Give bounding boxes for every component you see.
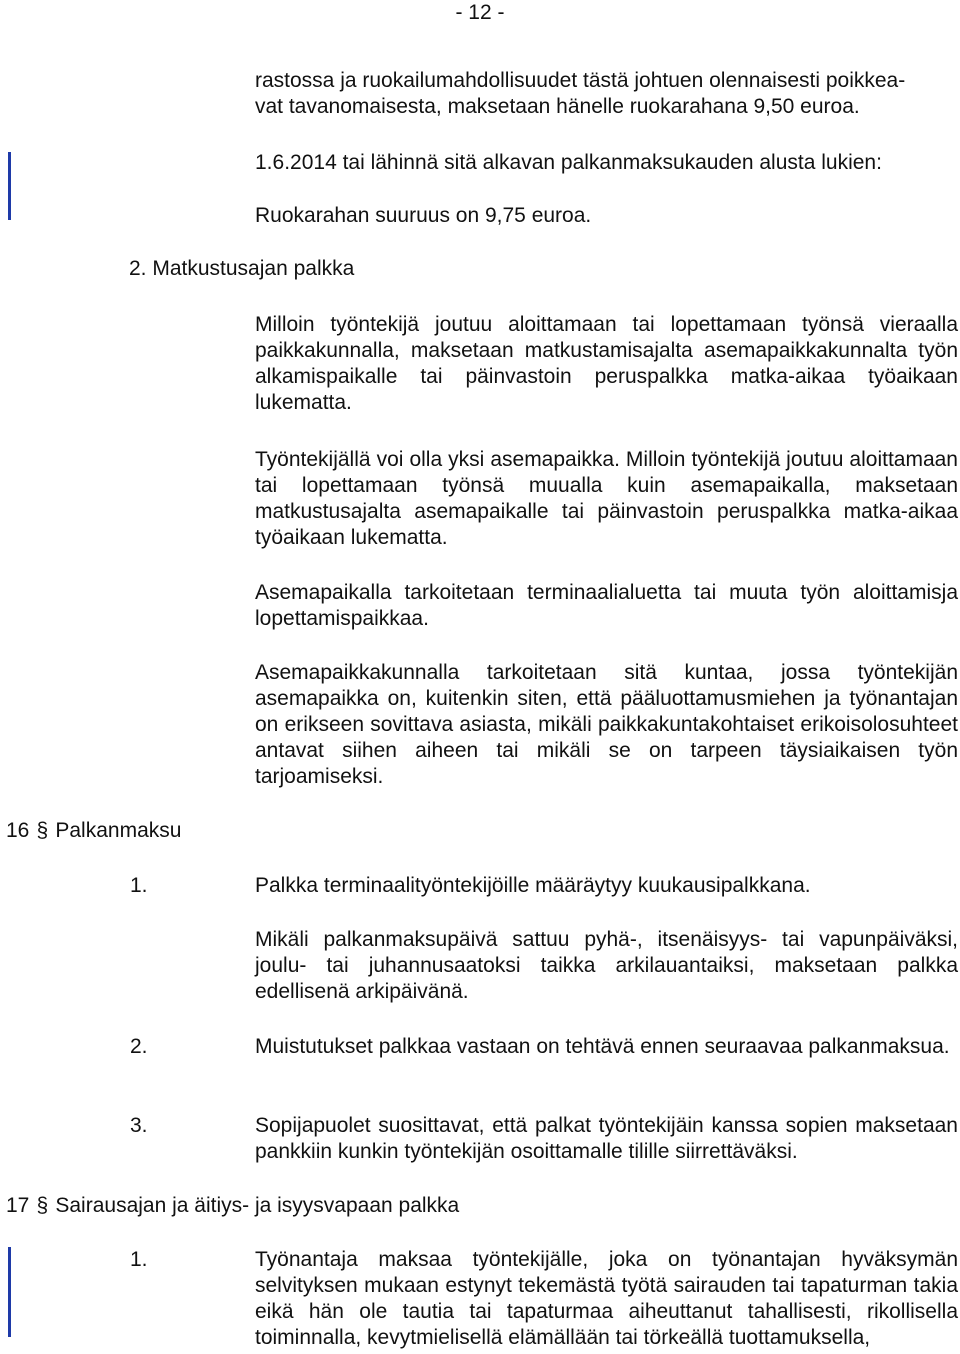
section-17-title: Sairausajan ja äitiys- ja isyysvapaan palkka xyxy=(55,1194,460,1217)
travel-paragraph-1: Milloin työntekijä joutuu aloittamaan tai lopettamaan työnsä vieraalla paikkakunnalla, maksetaan matkustamisajalta asemapaikkakunnalta työn alkamispaikalle tai päinvastoin peruspalkka matka-aikaa työaikaan lukematta. xyxy=(255,313,958,414)
travel-paragraph-2: Työntekijällä voi olla yksi asemapaikka. Milloin työntekijä joutuu aloittamaan tai lopettamaan työnsä muualla kuin asemapaikalla, maksetaan matkustusajalta asemapaikalle tai päinvastoin peruspalkka matka-aikaa työaikaan lukematta. xyxy=(255,448,958,549)
intro-paragraph xyxy=(255,68,958,120)
section-16-title: Palkanmaksu xyxy=(55,819,182,842)
s16-item-3-number: 3. xyxy=(130,1114,148,1137)
change-bar-2014 xyxy=(8,152,11,220)
travel-paragraph-3: Asemapaikalla tarkoitetaan terminaalialuetta tai muuta työn aloittamisja lopettamispaikkaa. xyxy=(255,581,958,630)
travel-paragraph-4: Asemapaikkakunnalla tarkoitetaan sitä kuntaa, jossa työntekijän asemapaikka on, kuitenkin siten, että pääluottamusmiehen ja työnantajan on erikseen sovittava asiasta, mikäli paikkakuntakohtaiset erikoisolosuhteet antavat siihen aiheen tai mikäli se on tarpeen täysiaikaisen työn tarjoamiseksi. xyxy=(255,661,958,788)
section-16-number: 16 xyxy=(6,819,30,842)
section-16-heading xyxy=(6,818,181,844)
s17-item-1-text: Työnantaja maksaa työntekijälle, joka on työnantajan hyväksymän selvityksen mukaan estynyt tekemästä työtä sairauden tai tapaturman takia eikä hän ole tautia tai tapaturmaa aiheuttanut tahallisesti, rikollisella toiminnalla, kevytmielisellä elämällään tai törkeällä tuottamuksella, xyxy=(255,1248,958,1349)
s16-item-2-number: 2. xyxy=(130,1035,148,1058)
intro-line-2: vat tavanomaisesta, maksetaan hänelle ruokarahana 9,50 euroa. xyxy=(255,95,860,118)
s16-item-3-text: Sopijapuolet suosittavat, että palkat työntekijäin kanssa sopien maksetaan pankkiin kunkin työntekijän osoittamalle tilille siirrettäväksi. xyxy=(255,1114,958,1163)
s17-item-1-number: 1. xyxy=(130,1248,148,1271)
page-number: - 12 - xyxy=(455,1,505,24)
s16-item-2-text: Muistutukset palkkaa vastaan on tehtävä ennen seuraavaa palkanmaksua. xyxy=(255,1035,950,1058)
section-sign-icon: § xyxy=(36,1194,49,1217)
change-bar-section-17 xyxy=(8,1247,11,1337)
section-17-heading xyxy=(6,1193,459,1219)
section-sign-icon: § xyxy=(36,819,49,842)
s16-item-1-paragraph: Mikäli palkanmaksupäivä sattuu pyhä-, itsenäisyys- tai vapunpäiväksi, joulu- tai juhannusaatoksi taikka arkilauantaiksi, maksetaan palkka edellisenä arkipäivänä. xyxy=(255,928,958,1003)
travel-time-heading: 2. Matkustusajan palkka xyxy=(129,257,355,280)
s16-item-1-number: 1. xyxy=(130,874,148,897)
s16-item-1-text: Palkka terminaalityöntekijöille määräytyy kuukausipalkkana. xyxy=(255,874,811,897)
change-2014-date-line: 1.6.2014 tai lähinnä sitä alkavan palkanmaksukauden alusta lukien: xyxy=(255,151,882,174)
section-17-number: 17 xyxy=(6,1194,30,1217)
intro-line-1: rastossa ja ruokailumahdollisuudet tästä johtuen olennaisesti poikkea- xyxy=(255,69,906,92)
change-2014-amount-line: Ruokarahan suuruus on 9,75 euroa. xyxy=(255,204,592,227)
